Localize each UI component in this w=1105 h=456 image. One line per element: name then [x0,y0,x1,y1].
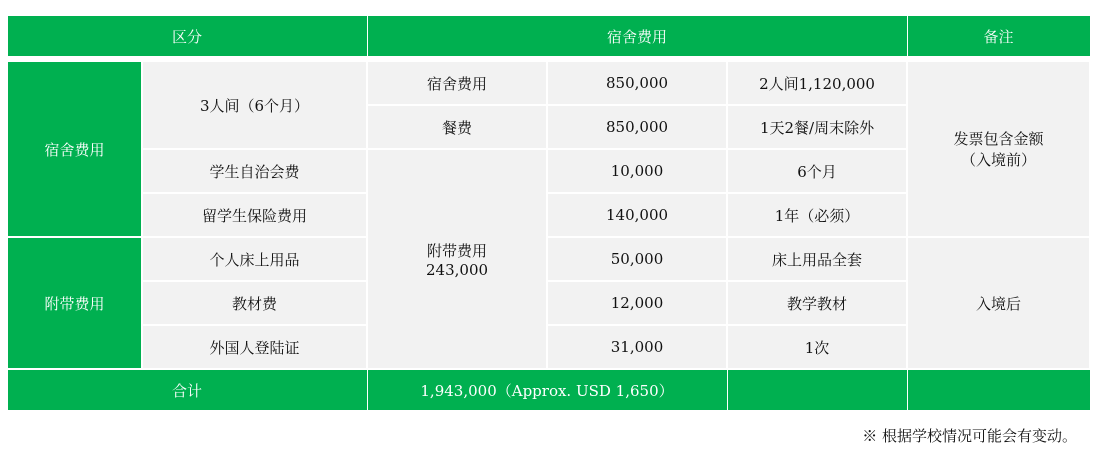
remark-before-line2: （入境前） [961,151,1037,169]
table-row [7,61,1090,105]
amount: 31,000 [547,325,727,369]
amount: 850,000 [547,61,727,105]
total-row [7,369,1090,411]
total-label: 合计 [7,369,367,411]
table-row [7,237,1090,281]
item-name: 留学生保险费用 [142,193,367,237]
description: 床上用品全套 [727,237,907,281]
total-value: 1,943,000（Approx. USD 1,650） [367,369,727,411]
sub-item: 餐费 [367,105,547,149]
description: 1次 [727,325,907,369]
item-name: 教材费 [142,281,367,325]
amount: 10,000 [547,149,727,193]
item-name: 外国人登陆证 [142,325,367,369]
description: 2人间1,120,000 [727,61,907,105]
description: 1天2餐/周末除外 [727,105,907,149]
remark-after-entry: 入境后 [907,237,1090,369]
amount: 50,000 [547,237,727,281]
header-remarks: 备注 [907,16,1090,57]
total-empty-cell [907,369,1090,411]
amount: 850,000 [547,105,727,149]
fee-table [6,15,1091,411]
item-name: 学生自治会费 [142,149,367,193]
group-dorm-fee: 宿舍费用 [7,61,142,237]
extra-fee-total: 243,000 [426,260,489,279]
group-extra-fee: 附带费用 [7,237,142,369]
item-name: 3人间（6个月） [142,61,367,149]
sub-item: 宿舍费用 [367,61,547,105]
remark-before-line1: 发票包含金额 [953,130,1044,148]
description: 1年（必须） [727,193,907,237]
description: 教学教材 [727,281,907,325]
total-empty-cell [727,369,907,411]
footnote: ※ 根据学校情况可能会有变动。 [862,427,1077,445]
extra-fee-label: 附带费用 [427,241,488,260]
description: 6个月 [727,149,907,193]
header-dorm-fee: 宿舍费用 [367,16,907,57]
header-row [7,16,1090,57]
header-category: 区分 [7,16,367,57]
item-name: 个人床上用品 [142,237,367,281]
amount: 140,000 [547,193,727,237]
remark-before-entry [907,61,1090,237]
amount: 12,000 [547,281,727,325]
extra-fee-summary [367,149,547,369]
